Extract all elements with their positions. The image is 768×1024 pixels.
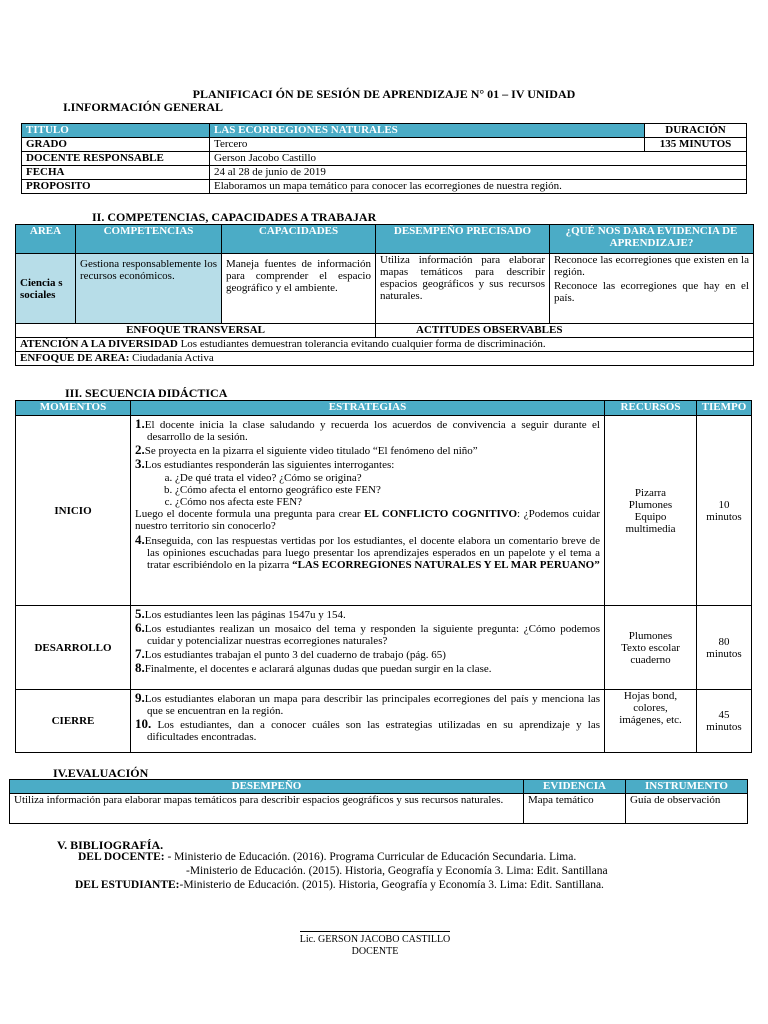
grado-value: Tercero [210,138,645,152]
duracion-label: DURACIÓN [645,124,747,138]
section-3-heading: III. SECUENCIA DIDÁCTICA [65,386,228,400]
evidencia-2: Reconoce las ecorregiones que hay en el país. [554,280,749,304]
atencion-value: Los estudiantes demuestran tolerancia evitando cualquier forma de discriminación. [180,338,546,350]
header-instrumento: INSTRUMENTO [626,780,748,794]
bib-docente-1: DEL DOCENTE: - Ministerio de Educación. (2016). Programa Curricular de Educación Secundaria. Lima. [78,851,577,863]
header-capacidades: CAPACIDADES [222,225,376,254]
desarrollo-strategies [131,606,605,690]
eval-evidencia: Mapa temático [524,794,626,824]
bib-docente-2: -Ministerio de Educación. (2015). Historia, Geografía y Economía 3. Lima: Edit. Santillana [186,865,608,877]
fecha-label: FECHA [22,166,210,180]
section-1-heading: I.INFORMACIÓN GENERAL [63,100,224,114]
enfoque-area-label: ENFOQUE DE AREA: [20,352,130,364]
strategy-3: 3.Los estudiantes responderán las siguientes interrogantes: [135,456,395,471]
strategy-10: 10. Los estudiantes, dan a conocer cuáles son las estrategias utilizadas en su aprendizaje y las dificultades encontradas. [135,716,600,743]
bib-estudiante-1: DEL ESTUDIANTE:-Ministerio de Educación. (2015). Historia, Geografía y Economía 3. Lima: Edit. Santillana. [75,879,604,891]
enfoque-area-value: Ciudadanía Activa [132,352,214,364]
proposito-label: PROPOSITO [22,180,210,194]
eval-desempeno: Utiliza información para elaborar mapas temáticos para describir espacios geográficos y sus recursos naturales. [10,794,524,824]
capacidad-cell: Maneja fuentes de información para comprender el espacio geográfico y el ambiente. [222,254,376,324]
desarrollo-tiempo: 80 minutos [697,606,752,690]
desempeno-cell: Utiliza información para elaborar mapas temáticos para describir espacios geográficos y sus recursos naturales. [376,254,550,324]
signature-name: Lic. GERSON JACOBO CASTILLO [299,934,451,945]
strategy-8: 8.Finalmente, el docentes e aclarará algunas dudas que puedan surgir en la clase. [135,660,492,675]
page-title: PLANIFICACI ÓN DE SESIÓN DE APRENDIZAJE N° 01 – IV UNIDAD [192,87,576,101]
enfoque-transversal-label: ENFOQUE TRANSVERSAL [16,324,376,338]
inicio-label: INICIO [16,416,131,606]
secuencia-table [15,400,752,753]
section-4-heading: IV.EVALUACIÓN [53,766,149,780]
inicio-recursos: Pizarra Plumones Equipo multimedia [605,416,697,606]
enfoque-area-row [16,352,754,366]
question-c: c. ¿Cómo nos afecta este FEN? [175,496,600,508]
duracion-value: 135 MINUTOS [645,138,747,152]
header-tiempo: TIEMPO [697,401,752,416]
header-competencias: COMPETENCIAS [76,225,222,254]
question-b: b. ¿Cómo afecta el entorno geográfico este FEN? [175,484,600,496]
section-2-heading: II. COMPETENCIAS, CAPACIDADES A TRABAJAR [92,210,377,224]
proposito-value: Elaboramos un mapa temático para conocer las ecorregiones de nuestra región. [210,180,747,194]
area-cell: Ciencia s sociales [16,254,76,324]
cierre-tiempo: 45 minutos [697,690,752,753]
grado-label: GRADO [22,138,210,152]
strategy-4: 4.Enseguida, con las respuestas vertidas por los estudiantes, el docente elabora un comentario breve de las opiniones escuchadas para luego presentar los aprendizajes esperados en un papelote y el tema a tratar escribiéndolo en la pizarra “LAS ECORREGIONES NATURALES Y EL MAR PERUANO” [135,532,600,571]
docente-value: Gerson Jacobo Castillo [210,152,747,166]
strategy-9: 9.Los estudiantes elaboran un mapa para describir las principales ecorregiones del país y menciona las que se encuentran en la región. [135,690,600,717]
desarrollo-label: DESARROLLO [16,606,131,690]
conflicto-text: Luego el docente formula una pregunta para crear EL CONFLICTO COGNITIVO: ¿Podemos cuidar nuestro territorio sin conocerlo? [135,508,600,532]
info-table [21,123,747,194]
cierre-recursos: Hojas bond, colores, imágenes, etc. [605,690,697,753]
atencion-label: ATENCIÓN A LA DIVERSIDAD [20,338,178,350]
strategy-7: 7.Los estudiantes trabajan el punto 3 del cuaderno de trabajo (pág. 65) [135,646,446,661]
question-a: a. ¿De qué trata el video? ¿Cómo se origina? [175,472,600,484]
header-area: AREA [16,225,76,254]
strategy-6: 6.Los estudiantes realizan un mosaico del tema y responden la siguiente pregunta: ¿Cómo podemos cuidar y potencializar nuestras ecorregiones naturales? [135,620,600,647]
competencia-cell: Gestiona responsablemente los recursos económicos. [76,254,222,324]
evaluacion-table [9,779,748,824]
strategy-2: 2.Se proyecta en la pizarra el siguiente video titulado “El fenómeno del niño” [135,442,478,457]
fecha-value: 24 al 28 de junio de 2019 [210,166,747,180]
question-list [175,472,600,508]
cierre-label: CIERRE [16,690,131,753]
header-desempeno-eval: DESEMPEÑO [10,780,524,794]
header-estrategias: ESTRATEGIAS [131,401,605,416]
signature-line [300,931,450,932]
section-5-heading: V. BIBLIOGRAFÍA. [57,838,164,852]
titulo-value: LAS ECORREGIONES NATURALES [210,124,645,138]
inicio-strategies [131,416,605,606]
header-recursos: RECURSOS [605,401,697,416]
titulo-label: TITULO [22,124,210,138]
header-evidencia-eval: EVIDENCIA [524,780,626,794]
eval-instrumento: Guía de observación [626,794,748,824]
desarrollo-recursos: Plumones Texto escolar cuaderno [605,606,697,690]
evidencia-cell [550,254,754,324]
atencion-row [16,338,754,352]
competencias-table [15,224,754,366]
actitudes-observables-label: ACTITUDES OBSERVABLES [376,324,754,338]
cierre-strategies [131,690,605,753]
strategy-5: 5.Los estudiantes leen las páginas 1547u y 154. [135,606,346,621]
header-desempeno: DESEMPEÑO PRECISADO [376,225,550,254]
header-evidencia: ¿QUÉ NOS DARA EVIDENCIA DE APRENDIZAJE? [550,225,754,254]
strategy-1: 1.El docente inicia la clase saludando y recuerda los acuerdos de convivencia a seguir durante el desarrollo de la sesión. [135,416,600,443]
evidencia-1: Reconoce las ecorregiones que existen en la región. [554,254,749,278]
header-momentos: MOMENTOS [16,401,131,416]
inicio-tiempo: 10 minutos [697,416,752,606]
signature-role: DOCENTE [351,946,399,957]
docente-label: DOCENTE RESPONSABLE [22,152,210,166]
